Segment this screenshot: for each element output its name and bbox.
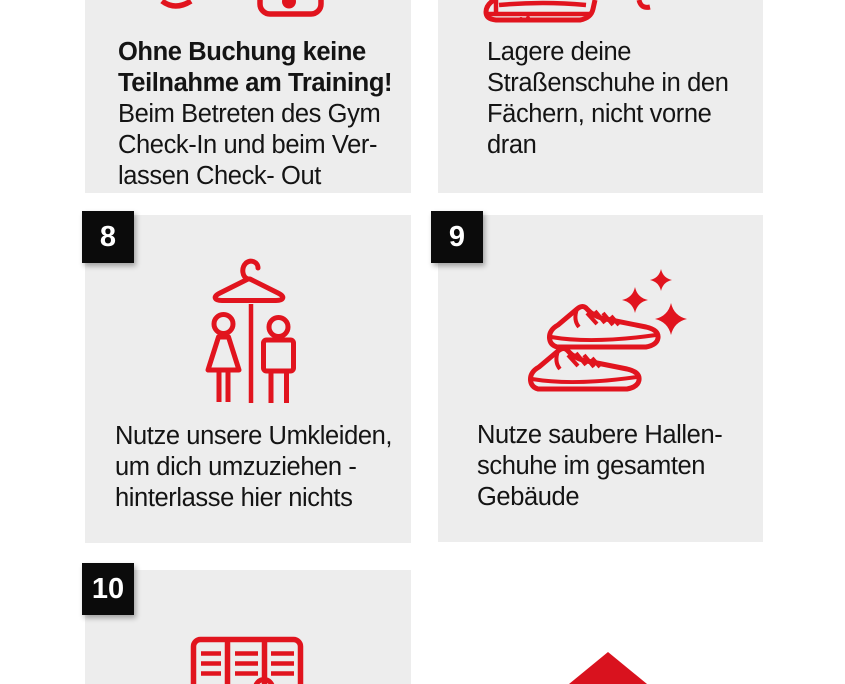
rule-text-line: Teilnahme am Training! <box>118 69 393 97</box>
rule-text-line: Beim Betreten des Gym <box>118 100 381 128</box>
red-triangle-logo <box>560 650 660 684</box>
checkin-terminal-icon <box>158 0 333 20</box>
rule-text-line: Check-In und beim Ver- <box>118 131 378 159</box>
rule-text-line: Straßenschuhe in den <box>487 69 729 97</box>
changing-room-rule-text <box>115 421 392 514</box>
changing-room-icon <box>200 256 300 406</box>
rule-text-line: schuhe im gesamten <box>477 452 706 480</box>
rule-text-line: Nutze saubere Hallen- <box>477 421 723 449</box>
rule-text-line: dran <box>487 131 537 159</box>
rule-text-line: Lagere deine <box>487 38 632 66</box>
rule-text-line: Ohne Buchung keine <box>118 38 366 66</box>
rule-text-line: Fächern, nicht vorne <box>487 100 712 128</box>
clean-sport-shoes-icon <box>525 262 690 402</box>
rule-text-line: Gebäude <box>477 483 580 511</box>
badge-number-10: 10 <box>82 563 134 615</box>
rule-text-line: Nutze unsere Umkleiden, <box>115 422 393 450</box>
rule-text-line: lassen Check- Out <box>118 162 321 190</box>
badge-number-8: 8 <box>82 211 134 263</box>
clean-shoes-rule-text <box>477 420 722 513</box>
storage-shelf-icon <box>190 636 304 684</box>
badge-number-9: 9 <box>431 211 483 263</box>
booking-rule-text <box>118 37 392 192</box>
rule-text-line: hinterlasse hier nichts <box>115 484 353 512</box>
street-shoes-rule-text <box>487 37 729 161</box>
rule-text-line: um dich umzuziehen - <box>115 453 357 481</box>
street-shoe-icon <box>483 0 653 30</box>
